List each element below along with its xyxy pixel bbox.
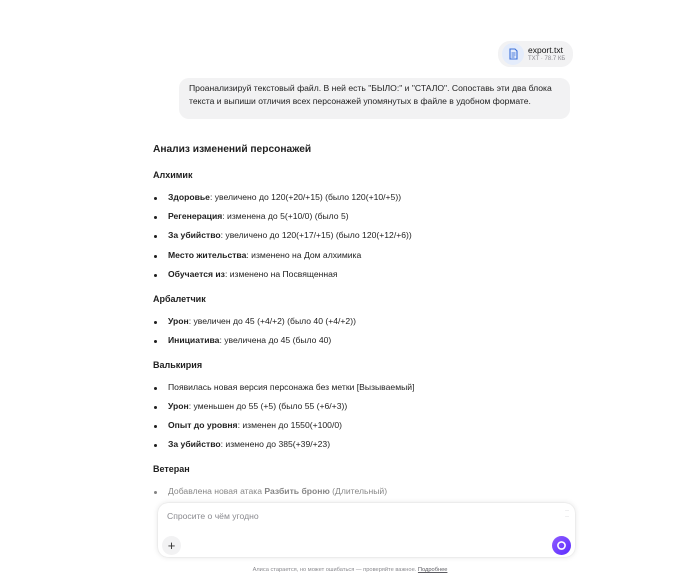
attachment-chip[interactable] — [498, 41, 573, 67]
section-heading-valkyrie: Валькирия — [153, 360, 203, 370]
attachment-info: TXT · 78.7 КБ — [528, 56, 566, 63]
alice-button[interactable] — [552, 536, 571, 555]
attachment-meta — [528, 46, 565, 63]
section-heading-veteran: Ветеран — [153, 464, 190, 474]
answer-title: Анализ изменений персонажей — [153, 144, 312, 155]
alice-icon — [556, 540, 567, 551]
attach-button[interactable] — [162, 536, 181, 555]
document-icon — [502, 43, 524, 65]
more-link[interactable]: Подробнее — [417, 567, 448, 573]
message-composer[interactable] — [158, 503, 575, 557]
attachment-name: export.txt — [528, 44, 563, 55]
user-message: Проанализируй текстовый файл. В ней есть "БЫЛО:" и "СТАЛО". Сопоставь эти два блока текста и выпиши отличия всех персонажей упомянутых в файле в удобном формате. — [179, 78, 570, 119]
plus-icon: + — [167, 538, 176, 553]
section-heading-crossbowman: Арбалетчик — [153, 294, 206, 304]
message-input[interactable]: Спросите о чём угодно — [167, 511, 259, 521]
disclaimer — [0, 567, 700, 573]
disclaimer-text: Алиса старается, но может ошибаться — проверяйте важное. — [252, 567, 417, 573]
section-heading-alchemist: Алхимик — [153, 170, 193, 180]
expand-icon[interactable]: ‥ ‥ — [564, 507, 569, 519]
